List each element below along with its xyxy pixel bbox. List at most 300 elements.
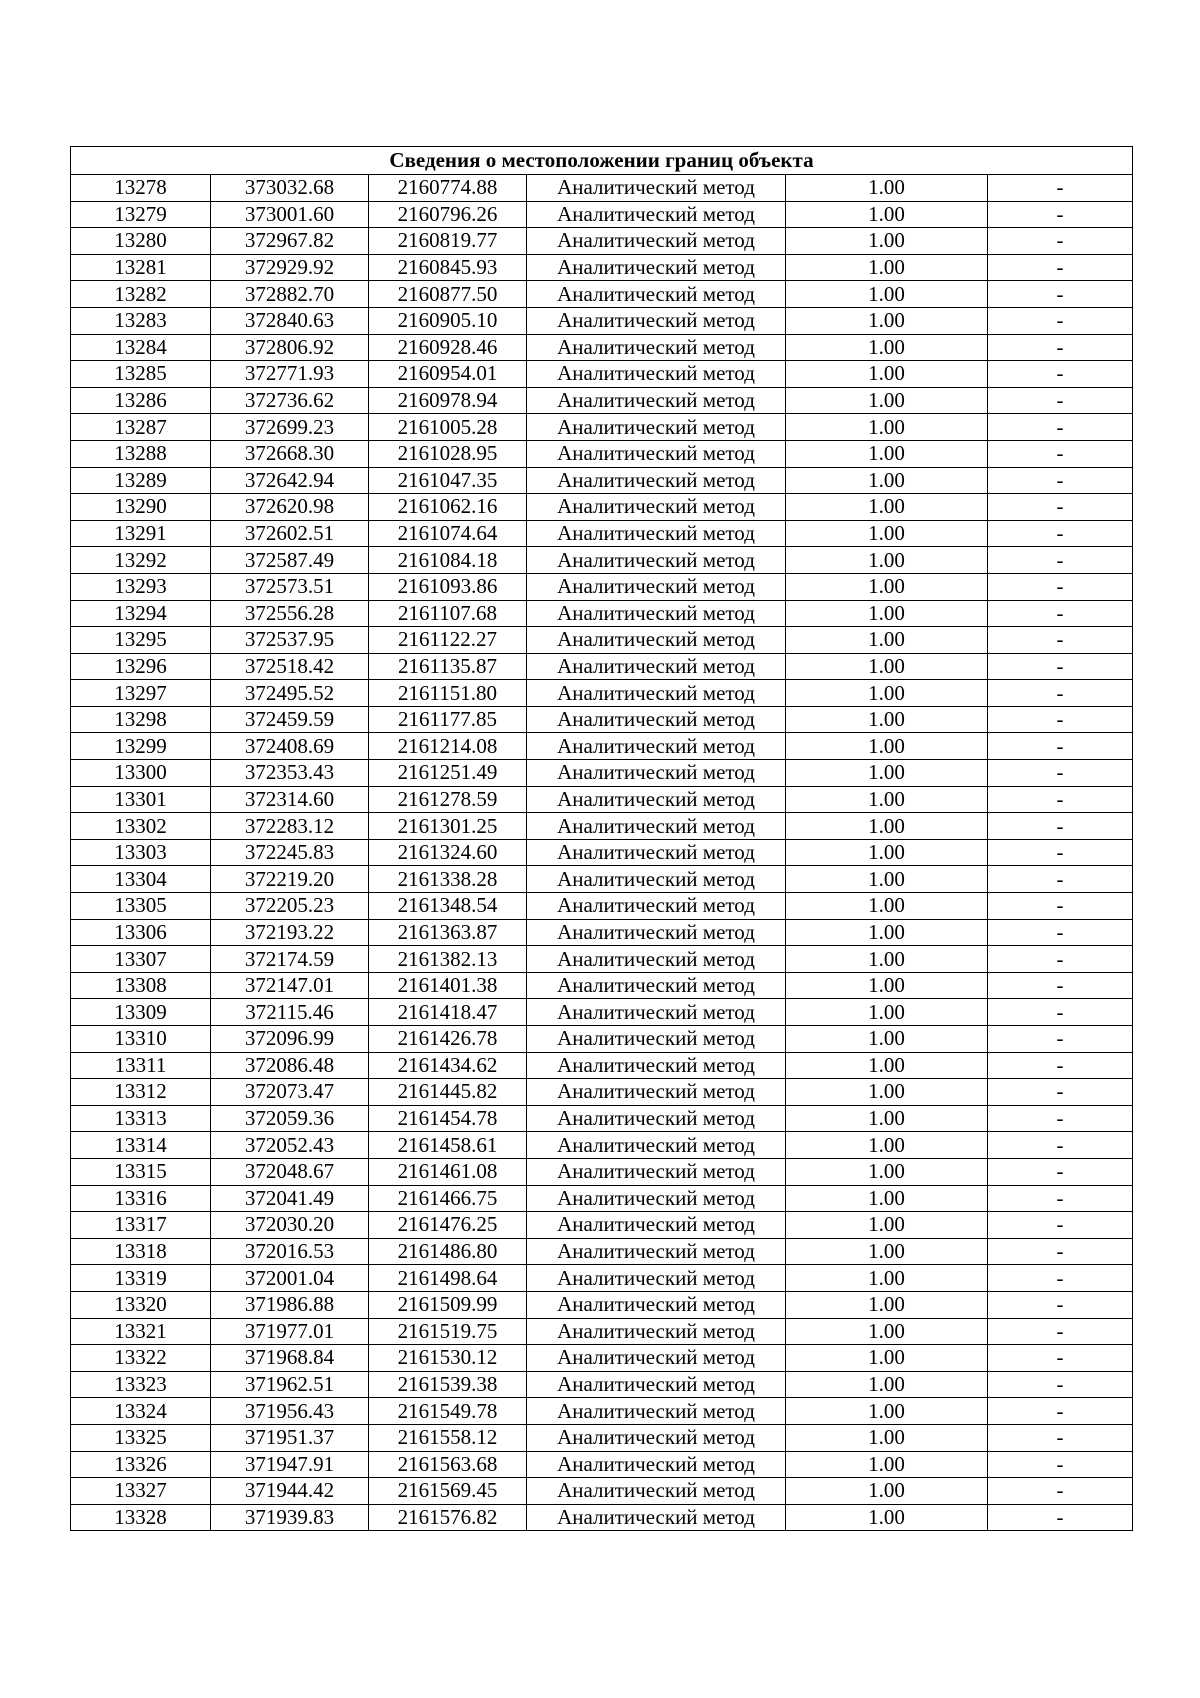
- table-row: [71, 361, 1133, 388]
- description-cell: -: [988, 600, 1133, 627]
- accuracy-cell: 1.00: [786, 334, 988, 361]
- accuracy-cell: 1.00: [786, 175, 988, 202]
- accuracy-cell: 1.00: [786, 1424, 988, 1451]
- y-coordinate-cell: 2161074.64: [369, 520, 527, 547]
- table-row: [71, 1212, 1133, 1239]
- point-number-cell: 13300: [71, 760, 211, 787]
- accuracy-cell: 1.00: [786, 760, 988, 787]
- point-number-cell: 13324: [71, 1398, 211, 1425]
- method-cell: Аналитический метод: [527, 1185, 786, 1212]
- y-coordinate-cell: 2161084.18: [369, 547, 527, 574]
- method-cell: Аналитический метод: [527, 1079, 786, 1106]
- accuracy-cell: 1.00: [786, 1345, 988, 1372]
- x-coordinate-cell: 372967.82: [211, 228, 369, 255]
- accuracy-cell: 1.00: [786, 414, 988, 441]
- y-coordinate-cell: 2161519.75: [369, 1318, 527, 1345]
- accuracy-cell: 1.00: [786, 494, 988, 521]
- y-coordinate-cell: 2161301.25: [369, 813, 527, 840]
- y-coordinate-cell: 2161558.12: [369, 1424, 527, 1451]
- table-row: [71, 1052, 1133, 1079]
- table-row: [71, 1318, 1133, 1345]
- point-number-cell: 13287: [71, 414, 211, 441]
- document-page: [70, 146, 1132, 1531]
- description-cell: -: [988, 520, 1133, 547]
- method-cell: Аналитический метод: [527, 1158, 786, 1185]
- description-cell: -: [988, 1132, 1133, 1159]
- table-row: [71, 334, 1133, 361]
- method-cell: Аналитический метод: [527, 414, 786, 441]
- table-row: [71, 600, 1133, 627]
- accuracy-cell: 1.00: [786, 999, 988, 1026]
- table-row: [71, 946, 1133, 973]
- method-cell: Аналитический метод: [527, 1265, 786, 1292]
- table-row: [71, 1291, 1133, 1318]
- table-row: [71, 1079, 1133, 1106]
- table-row: [71, 627, 1133, 654]
- x-coordinate-cell: 371977.01: [211, 1318, 369, 1345]
- description-cell: -: [988, 653, 1133, 680]
- y-coordinate-cell: 2161498.64: [369, 1265, 527, 1292]
- table-row: [71, 813, 1133, 840]
- x-coordinate-cell: 372771.93: [211, 361, 369, 388]
- table-row: [71, 1424, 1133, 1451]
- table-row: [71, 387, 1133, 414]
- x-coordinate-cell: 372174.59: [211, 946, 369, 973]
- method-cell: Аналитический метод: [527, 520, 786, 547]
- y-coordinate-cell: 2161418.47: [369, 999, 527, 1026]
- method-cell: Аналитический метод: [527, 1504, 786, 1531]
- description-cell: -: [988, 1026, 1133, 1053]
- description-cell: -: [988, 1158, 1133, 1185]
- point-number-cell: 13308: [71, 972, 211, 999]
- description-cell: -: [988, 786, 1133, 813]
- x-coordinate-cell: 372668.30: [211, 440, 369, 467]
- y-coordinate-cell: 2161363.87: [369, 919, 527, 946]
- y-coordinate-cell: 2161458.61: [369, 1132, 527, 1159]
- point-number-cell: 13323: [71, 1371, 211, 1398]
- x-coordinate-cell: 372030.20: [211, 1212, 369, 1239]
- y-coordinate-cell: 2161047.35: [369, 467, 527, 494]
- x-coordinate-cell: 372882.70: [211, 281, 369, 308]
- table-row: [71, 281, 1133, 308]
- accuracy-cell: 1.00: [786, 228, 988, 255]
- point-number-cell: 13305: [71, 893, 211, 920]
- description-cell: -: [988, 361, 1133, 388]
- point-number-cell: 13292: [71, 547, 211, 574]
- accuracy-cell: 1.00: [786, 1105, 988, 1132]
- method-cell: Аналитический метод: [527, 1052, 786, 1079]
- accuracy-cell: 1.00: [786, 307, 988, 334]
- method-cell: Аналитический метод: [527, 706, 786, 733]
- accuracy-cell: 1.00: [786, 919, 988, 946]
- table-row: [71, 786, 1133, 813]
- method-cell: Аналитический метод: [527, 1398, 786, 1425]
- x-coordinate-cell: 372052.43: [211, 1132, 369, 1159]
- y-coordinate-cell: 2161348.54: [369, 893, 527, 920]
- point-number-cell: 13288: [71, 440, 211, 467]
- y-coordinate-cell: 2161549.78: [369, 1398, 527, 1425]
- y-coordinate-cell: 2161324.60: [369, 839, 527, 866]
- description-cell: -: [988, 999, 1133, 1026]
- x-coordinate-cell: 372556.28: [211, 600, 369, 627]
- table-row: [71, 680, 1133, 707]
- x-coordinate-cell: 371939.83: [211, 1504, 369, 1531]
- accuracy-cell: 1.00: [786, 1291, 988, 1318]
- method-cell: Аналитический метод: [527, 1318, 786, 1345]
- table-row: [71, 1026, 1133, 1053]
- method-cell: Аналитический метод: [527, 733, 786, 760]
- y-coordinate-cell: 2161214.08: [369, 733, 527, 760]
- table-row: [71, 547, 1133, 574]
- accuracy-cell: 1.00: [786, 627, 988, 654]
- method-cell: Аналитический метод: [527, 547, 786, 574]
- point-number-cell: 13317: [71, 1212, 211, 1239]
- x-coordinate-cell: 372001.04: [211, 1265, 369, 1292]
- description-cell: -: [988, 866, 1133, 893]
- description-cell: -: [988, 1345, 1133, 1372]
- point-number-cell: 13294: [71, 600, 211, 627]
- point-number-cell: 13320: [71, 1291, 211, 1318]
- method-cell: Аналитический метод: [527, 680, 786, 707]
- y-coordinate-cell: 2161466.75: [369, 1185, 527, 1212]
- table-row: [71, 520, 1133, 547]
- accuracy-cell: 1.00: [786, 1185, 988, 1212]
- method-cell: Аналитический метод: [527, 334, 786, 361]
- point-number-cell: 13327: [71, 1478, 211, 1505]
- point-number-cell: 13299: [71, 733, 211, 760]
- y-coordinate-cell: 2160796.26: [369, 201, 527, 228]
- description-cell: -: [988, 573, 1133, 600]
- y-coordinate-cell: 2161062.16: [369, 494, 527, 521]
- method-cell: Аналитический метод: [527, 228, 786, 255]
- point-number-cell: 13302: [71, 813, 211, 840]
- description-cell: -: [988, 1105, 1133, 1132]
- table-body: [71, 175, 1133, 1531]
- accuracy-cell: 1.00: [786, 254, 988, 281]
- point-number-cell: 13278: [71, 175, 211, 202]
- x-coordinate-cell: 372840.63: [211, 307, 369, 334]
- point-number-cell: 13325: [71, 1424, 211, 1451]
- description-cell: -: [988, 627, 1133, 654]
- x-coordinate-cell: 372353.43: [211, 760, 369, 787]
- y-coordinate-cell: 2161278.59: [369, 786, 527, 813]
- description-cell: -: [988, 1424, 1133, 1451]
- point-number-cell: 13319: [71, 1265, 211, 1292]
- y-coordinate-cell: 2160978.94: [369, 387, 527, 414]
- x-coordinate-cell: 371956.43: [211, 1398, 369, 1425]
- point-number-cell: 13303: [71, 839, 211, 866]
- table-row: [71, 1345, 1133, 1372]
- table-row: [71, 307, 1133, 334]
- method-cell: Аналитический метод: [527, 786, 786, 813]
- table-row: [71, 494, 1133, 521]
- accuracy-cell: 1.00: [786, 1052, 988, 1079]
- x-coordinate-cell: 372283.12: [211, 813, 369, 840]
- description-cell: -: [988, 706, 1133, 733]
- table-row: [71, 1371, 1133, 1398]
- accuracy-cell: 1.00: [786, 1158, 988, 1185]
- accuracy-cell: 1.00: [786, 1398, 988, 1425]
- point-number-cell: 13310: [71, 1026, 211, 1053]
- description-cell: -: [988, 760, 1133, 787]
- method-cell: Аналитический метод: [527, 1345, 786, 1372]
- table-row: [71, 1132, 1133, 1159]
- y-coordinate-cell: 2160774.88: [369, 175, 527, 202]
- description-cell: -: [988, 281, 1133, 308]
- x-coordinate-cell: 372147.01: [211, 972, 369, 999]
- description-cell: -: [988, 946, 1133, 973]
- point-number-cell: 13322: [71, 1345, 211, 1372]
- accuracy-cell: 1.00: [786, 706, 988, 733]
- method-cell: Аналитический метод: [527, 1478, 786, 1505]
- table-row: [71, 919, 1133, 946]
- point-number-cell: 13282: [71, 281, 211, 308]
- table-title: Сведения о местоположении границ объекта: [71, 147, 1133, 175]
- point-number-cell: 13298: [71, 706, 211, 733]
- table-row: [71, 1238, 1133, 1265]
- table-row: [71, 1185, 1133, 1212]
- description-cell: -: [988, 1318, 1133, 1345]
- table-row: [71, 733, 1133, 760]
- x-coordinate-cell: 372314.60: [211, 786, 369, 813]
- accuracy-cell: 1.00: [786, 1026, 988, 1053]
- point-number-cell: 13293: [71, 573, 211, 600]
- method-cell: Аналитический метод: [527, 893, 786, 920]
- point-number-cell: 13291: [71, 520, 211, 547]
- method-cell: Аналитический метод: [527, 1451, 786, 1478]
- x-coordinate-cell: 372929.92: [211, 254, 369, 281]
- x-coordinate-cell: 373032.68: [211, 175, 369, 202]
- x-coordinate-cell: 372245.83: [211, 839, 369, 866]
- accuracy-cell: 1.00: [786, 1212, 988, 1239]
- boundary-coordinates-table: [70, 146, 1133, 1531]
- accuracy-cell: 1.00: [786, 1478, 988, 1505]
- accuracy-cell: 1.00: [786, 1318, 988, 1345]
- x-coordinate-cell: 372193.22: [211, 919, 369, 946]
- description-cell: -: [988, 1504, 1133, 1531]
- description-cell: -: [988, 307, 1133, 334]
- x-coordinate-cell: 372073.47: [211, 1079, 369, 1106]
- accuracy-cell: 1.00: [786, 520, 988, 547]
- x-coordinate-cell: 372699.23: [211, 414, 369, 441]
- method-cell: Аналитический метод: [527, 972, 786, 999]
- accuracy-cell: 1.00: [786, 972, 988, 999]
- method-cell: Аналитический метод: [527, 813, 786, 840]
- x-coordinate-cell: 372736.62: [211, 387, 369, 414]
- description-cell: -: [988, 414, 1133, 441]
- table-row: [71, 653, 1133, 680]
- method-cell: Аналитический метод: [527, 839, 786, 866]
- method-cell: Аналитический метод: [527, 1291, 786, 1318]
- method-cell: Аналитический метод: [527, 1132, 786, 1159]
- table-row: [71, 573, 1133, 600]
- accuracy-cell: 1.00: [786, 1079, 988, 1106]
- point-number-cell: 13286: [71, 387, 211, 414]
- y-coordinate-cell: 2161569.45: [369, 1478, 527, 1505]
- x-coordinate-cell: 372408.69: [211, 733, 369, 760]
- method-cell: Аналитический метод: [527, 760, 786, 787]
- point-number-cell: 13321: [71, 1318, 211, 1345]
- x-coordinate-cell: 372115.46: [211, 999, 369, 1026]
- point-number-cell: 13326: [71, 1451, 211, 1478]
- description-cell: -: [988, 228, 1133, 255]
- y-coordinate-cell: 2160845.93: [369, 254, 527, 281]
- point-number-cell: 13290: [71, 494, 211, 521]
- accuracy-cell: 1.00: [786, 946, 988, 973]
- description-cell: -: [988, 1478, 1133, 1505]
- y-coordinate-cell: 2161486.80: [369, 1238, 527, 1265]
- x-coordinate-cell: 371962.51: [211, 1371, 369, 1398]
- x-coordinate-cell: 372096.99: [211, 1026, 369, 1053]
- method-cell: Аналитический метод: [527, 281, 786, 308]
- x-coordinate-cell: 372048.67: [211, 1158, 369, 1185]
- method-cell: Аналитический метод: [527, 946, 786, 973]
- x-coordinate-cell: 371951.37: [211, 1424, 369, 1451]
- accuracy-cell: 1.00: [786, 813, 988, 840]
- method-cell: Аналитический метод: [527, 919, 786, 946]
- table-row: [71, 440, 1133, 467]
- accuracy-cell: 1.00: [786, 839, 988, 866]
- point-number-cell: 13307: [71, 946, 211, 973]
- y-coordinate-cell: 2161005.28: [369, 414, 527, 441]
- table-row: [71, 893, 1133, 920]
- y-coordinate-cell: 2161476.25: [369, 1212, 527, 1239]
- description-cell: -: [988, 893, 1133, 920]
- method-cell: Аналитический метод: [527, 600, 786, 627]
- method-cell: Аналитический метод: [527, 201, 786, 228]
- x-coordinate-cell: 372041.49: [211, 1185, 369, 1212]
- y-coordinate-cell: 2161151.80: [369, 680, 527, 707]
- method-cell: Аналитический метод: [527, 999, 786, 1026]
- accuracy-cell: 1.00: [786, 733, 988, 760]
- method-cell: Аналитический метод: [527, 467, 786, 494]
- method-cell: Аналитический метод: [527, 175, 786, 202]
- x-coordinate-cell: 371944.42: [211, 1478, 369, 1505]
- table-row: [71, 201, 1133, 228]
- description-cell: -: [988, 254, 1133, 281]
- point-number-cell: 13312: [71, 1079, 211, 1106]
- table-row: [71, 1478, 1133, 1505]
- method-cell: Аналитический метод: [527, 1026, 786, 1053]
- point-number-cell: 13304: [71, 866, 211, 893]
- point-number-cell: 13328: [71, 1504, 211, 1531]
- y-coordinate-cell: 2160954.01: [369, 361, 527, 388]
- point-number-cell: 13318: [71, 1238, 211, 1265]
- point-number-cell: 13295: [71, 627, 211, 654]
- x-coordinate-cell: 372587.49: [211, 547, 369, 574]
- description-cell: -: [988, 201, 1133, 228]
- description-cell: -: [988, 387, 1133, 414]
- table-row: [71, 760, 1133, 787]
- description-cell: -: [988, 1398, 1133, 1425]
- accuracy-cell: 1.00: [786, 600, 988, 627]
- point-number-cell: 13309: [71, 999, 211, 1026]
- description-cell: -: [988, 1265, 1133, 1292]
- point-number-cell: 13280: [71, 228, 211, 255]
- table-row: [71, 866, 1133, 893]
- accuracy-cell: 1.00: [786, 1451, 988, 1478]
- point-number-cell: 13315: [71, 1158, 211, 1185]
- y-coordinate-cell: 2161107.68: [369, 600, 527, 627]
- x-coordinate-cell: 372219.20: [211, 866, 369, 893]
- table-row: [71, 1158, 1133, 1185]
- table-row: [71, 1504, 1133, 1531]
- y-coordinate-cell: 2161382.13: [369, 946, 527, 973]
- y-coordinate-cell: 2161509.99: [369, 1291, 527, 1318]
- table-row: [71, 467, 1133, 494]
- description-cell: -: [988, 467, 1133, 494]
- method-cell: Аналитический метод: [527, 1105, 786, 1132]
- x-coordinate-cell: 372642.94: [211, 467, 369, 494]
- point-number-cell: 13311: [71, 1052, 211, 1079]
- point-number-cell: 13314: [71, 1132, 211, 1159]
- table-title-row: [71, 147, 1133, 175]
- point-number-cell: 13279: [71, 201, 211, 228]
- table-row: [71, 1265, 1133, 1292]
- x-coordinate-cell: 371947.91: [211, 1451, 369, 1478]
- description-cell: -: [988, 733, 1133, 760]
- description-cell: -: [988, 1052, 1133, 1079]
- description-cell: -: [988, 1079, 1133, 1106]
- description-cell: -: [988, 813, 1133, 840]
- x-coordinate-cell: 372620.98: [211, 494, 369, 521]
- method-cell: Аналитический метод: [527, 1238, 786, 1265]
- method-cell: Аналитический метод: [527, 866, 786, 893]
- table-row: [71, 839, 1133, 866]
- y-coordinate-cell: 2160905.10: [369, 307, 527, 334]
- table-row: [71, 706, 1133, 733]
- description-cell: -: [988, 972, 1133, 999]
- method-cell: Аналитический метод: [527, 387, 786, 414]
- table-row: [71, 228, 1133, 255]
- description-cell: -: [988, 839, 1133, 866]
- description-cell: -: [988, 175, 1133, 202]
- x-coordinate-cell: 372205.23: [211, 893, 369, 920]
- x-coordinate-cell: 372059.36: [211, 1105, 369, 1132]
- table-row: [71, 1105, 1133, 1132]
- point-number-cell: 13284: [71, 334, 211, 361]
- method-cell: Аналитический метод: [527, 494, 786, 521]
- description-cell: -: [988, 1238, 1133, 1265]
- x-coordinate-cell: 372537.95: [211, 627, 369, 654]
- accuracy-cell: 1.00: [786, 1371, 988, 1398]
- method-cell: Аналитический метод: [527, 627, 786, 654]
- x-coordinate-cell: 372086.48: [211, 1052, 369, 1079]
- accuracy-cell: 1.00: [786, 1238, 988, 1265]
- point-number-cell: 13297: [71, 680, 211, 707]
- x-coordinate-cell: 372602.51: [211, 520, 369, 547]
- y-coordinate-cell: 2161338.28: [369, 866, 527, 893]
- y-coordinate-cell: 2161539.38: [369, 1371, 527, 1398]
- description-cell: -: [988, 440, 1133, 467]
- table-row: [71, 972, 1133, 999]
- accuracy-cell: 1.00: [786, 573, 988, 600]
- x-coordinate-cell: 372495.52: [211, 680, 369, 707]
- description-cell: -: [988, 494, 1133, 521]
- y-coordinate-cell: 2161093.86: [369, 573, 527, 600]
- accuracy-cell: 1.00: [786, 866, 988, 893]
- table-row: [71, 175, 1133, 202]
- method-cell: Аналитический метод: [527, 1212, 786, 1239]
- table-row: [71, 414, 1133, 441]
- y-coordinate-cell: 2161177.85: [369, 706, 527, 733]
- y-coordinate-cell: 2161426.78: [369, 1026, 527, 1053]
- accuracy-cell: 1.00: [786, 1504, 988, 1531]
- accuracy-cell: 1.00: [786, 201, 988, 228]
- accuracy-cell: 1.00: [786, 467, 988, 494]
- point-number-cell: 13313: [71, 1105, 211, 1132]
- y-coordinate-cell: 2161401.38: [369, 972, 527, 999]
